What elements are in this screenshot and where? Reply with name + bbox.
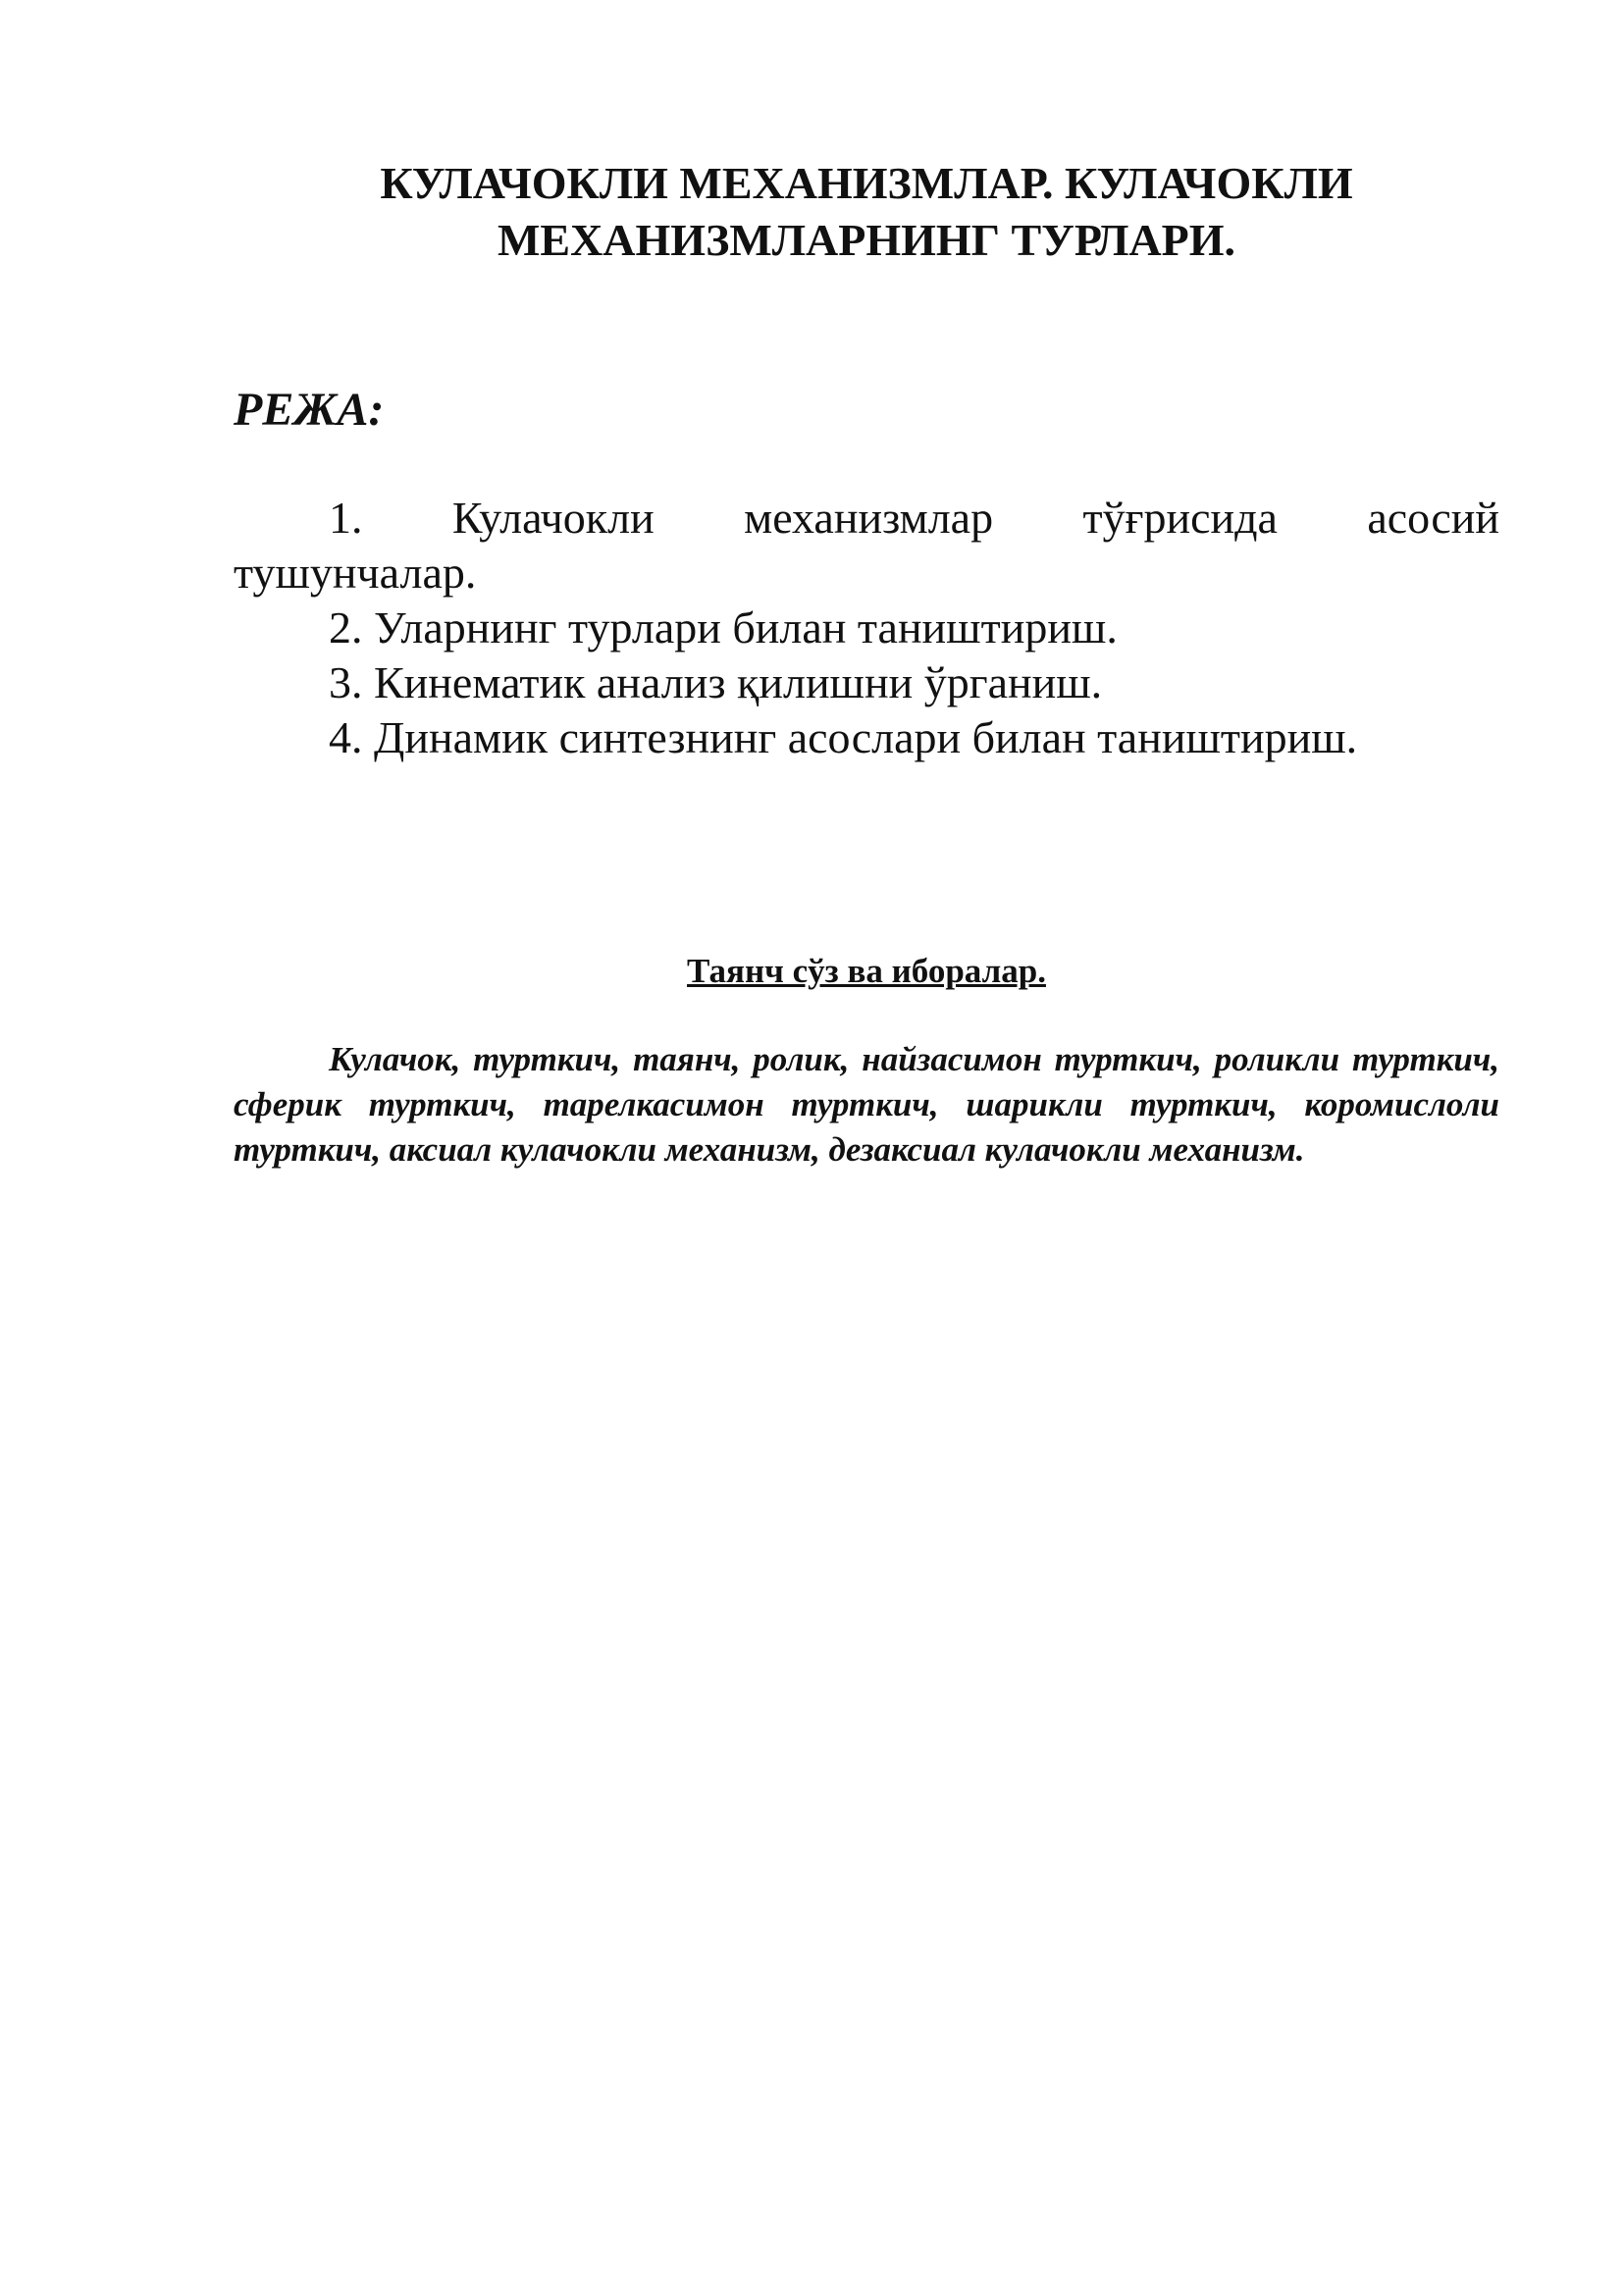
plan-item-1-word: асосий (1367, 493, 1499, 543)
plan-item-1-word: Кулачокли (451, 493, 655, 543)
plan-item-1 (234, 491, 1499, 600)
plan-item-1-word: механизмлар (744, 493, 994, 543)
page-title-line-2: МЕХАНИЗМЛАРНИНГ ТУРЛАРИ. (497, 215, 1235, 265)
page-title-line-1: КУЛАЧОКЛИ МЕХАНИЗМЛАР. КУЛАЧОКЛИ (380, 158, 1353, 208)
page-title (234, 155, 1499, 269)
plan-item-1-word: 1. (329, 493, 363, 543)
plan-heading: РЕЖА: (234, 384, 385, 436)
plan-item-4: 4. Динамик синтезнинг асослари билан таништириш. (329, 712, 1358, 762)
plan-list (234, 491, 1499, 765)
plan-item-2: 2. Уларнинг турлари билан таништириш. (329, 602, 1118, 652)
keywords-paragraph: Кулачок, турткич, таянч, ролик, найзасимон турткич, роликли турткич, сферик турткич, тарелкасимон турткич, шарикли турткич, коромислоли турткич, аксиал кулачокли механизм, дезаксиал кулачокли механизм. (234, 1040, 1499, 1169)
plan-item-3: 3. Кинематик анализ қилишни ўрганиш. (329, 657, 1103, 707)
plan-item-1-continuation: тушунчалар. (234, 548, 477, 598)
plan-item-1-word: тўғрисида (1082, 493, 1278, 543)
keywords-heading: Таянч сўз ва иборалар. (687, 952, 1046, 990)
plan-item-1-first-line (234, 491, 1499, 546)
